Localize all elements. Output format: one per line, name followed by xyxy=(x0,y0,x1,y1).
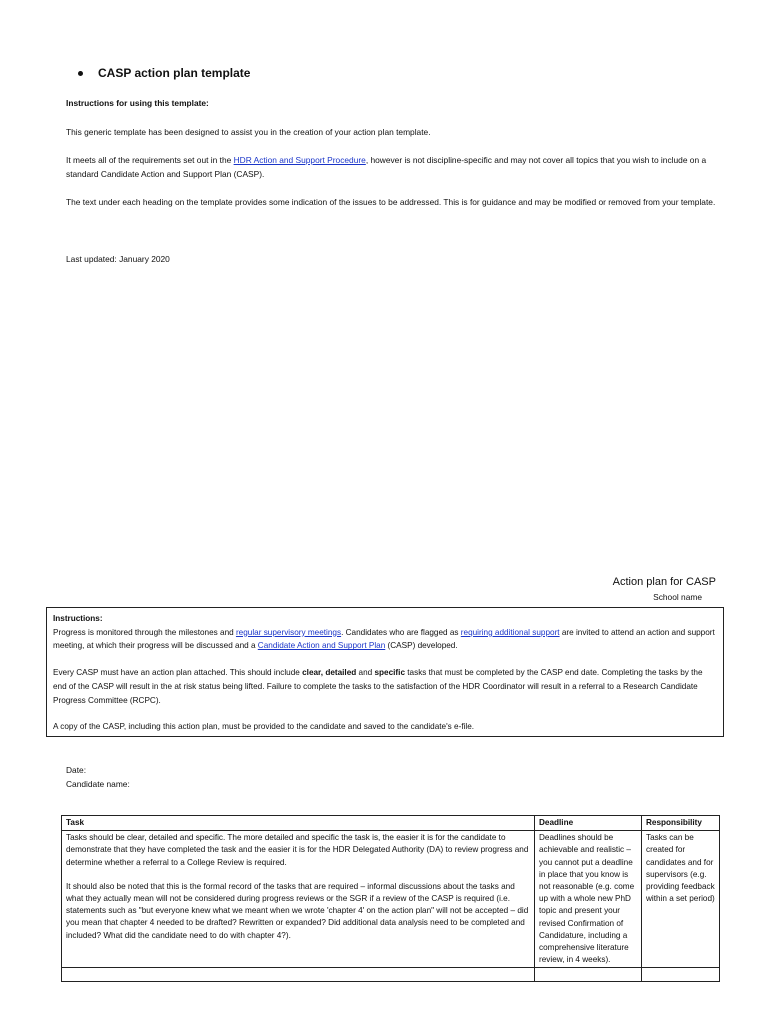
hdr-procedure-link[interactable]: HDR Action and Support Procedure xyxy=(233,155,366,165)
task-guidance-1: Tasks should be clear, detailed and specific. The more detailed and specific the task is, the easier it is for the candidate to demonstrate that they have completed the task and the easier it is for the HDR Delegated Authority (DA) to review progress and determine whether a referral to a College Review is required. xyxy=(66,833,529,867)
paragraph-text: (CASP) developed. xyxy=(385,641,458,651)
responsibility-cell[interactable]: Tasks can be created for candidates and for supervisors (e.g. providing feedback within a set period) xyxy=(642,831,720,968)
action-plan-table xyxy=(61,815,720,982)
paragraph-text: . Candidates who are flagged as xyxy=(341,627,461,637)
paragraph-text: , however is not discipline-specific and may not cover all topics that you wish to include on a standard Candidate Action and Support Plan (CASP). xyxy=(66,155,707,179)
paragraph-generic-template: This generic template has been designed to assist you in the creation of your action plan template. xyxy=(66,127,431,137)
paragraph-text: Every CASP must have an action plan attached. This should include xyxy=(53,668,303,678)
paragraph-requirements xyxy=(66,153,716,181)
supervisory-meetings-link[interactable]: regular supervisory meetings xyxy=(235,627,342,637)
paragraph-text: Progress is monitored through the milestones and xyxy=(53,627,236,637)
instructions-box-label: Instructions: xyxy=(53,614,103,623)
instructions-para-copy: A copy of the CASP, including this action plan, must be provided to the candidate and saved to the candidate's e-file. xyxy=(53,722,475,732)
bold-text: specific xyxy=(374,668,405,678)
table-row-empty xyxy=(62,968,720,982)
candidate-name-label: Candidate name: xyxy=(66,779,130,789)
responsibility-cell-empty[interactable] xyxy=(642,968,720,982)
page-title: CASP action plan template xyxy=(98,66,251,80)
column-header-task: Task xyxy=(62,816,535,831)
task-cell-empty[interactable] xyxy=(62,968,535,982)
paragraph-guidance: The text under each heading on the template provides some indication of the issues to be addressed. This is for guidance and may be modified or removed from your template. xyxy=(66,197,716,207)
deadline-cell[interactable]: Deadlines should be achievable and realistic – you cannot put a deadline in place that you know is not reasonable (e.g. come up with a whole new PhD topic and present your revised Confirmation of Candidature, including a comprehensive literature review, in 4 weeks). xyxy=(535,831,642,968)
instructions-label: Instructions for using this template: xyxy=(66,98,209,108)
school-name: School name xyxy=(653,592,702,602)
deadline-cell-empty[interactable] xyxy=(535,968,642,982)
casp-link[interactable]: Candidate Action and Support Plan xyxy=(257,641,386,651)
column-header-deadline: Deadline xyxy=(535,816,642,831)
paragraph-text: It meets all of the requirements set out in the xyxy=(66,155,234,165)
task-guidance-2: It should also be noted that this is the formal record of the tasks that are required – informal discussions about the tasks and what they actually mean will not be considered during progress reviews or the SGR if a review of the CASP is required (i.e. statements such as "but everyone knew what we meant when we wrote 'chapter 4' on the action plan" will not be accepted – did you mean that chapter 4 needed to be drafted? Rewritten or expanded? Did additional data analysis need to be completed and included? What did the candidate need to do with chapter 4?). xyxy=(66,881,529,940)
instructions-box xyxy=(46,607,724,737)
date-label: Date: xyxy=(66,765,87,775)
instructions-para-progress xyxy=(53,626,717,653)
paragraph-text: are invited to attend an action and support meeting, at which their progress will be discussed and a xyxy=(53,627,715,651)
action-plan-title: Action plan for CASP xyxy=(612,576,716,588)
last-updated: Last updated: January 2020 xyxy=(66,254,170,264)
heading-row xyxy=(78,66,250,80)
paragraph-text: and xyxy=(356,668,375,678)
additional-support-link[interactable]: requiring additional support xyxy=(460,627,560,637)
instructions-para-action-plan xyxy=(53,666,717,707)
paragraph-text: tasks that must be completed by the CASP end date. Completing the tasks by the end of the CASP will result in the at risk status being lifted. Failure to complete the tasks to the satisfaction of the HDR Coordinator will result in a referral to a Research Candidate Progress Committee (RCPC). xyxy=(53,668,703,705)
column-header-responsibility: Responsibility xyxy=(642,816,720,831)
table-row xyxy=(62,831,720,968)
table-header-row xyxy=(62,816,720,831)
bullet-icon xyxy=(78,71,83,76)
task-cell[interactable] xyxy=(62,831,535,968)
bold-text: clear, detailed xyxy=(302,668,357,678)
